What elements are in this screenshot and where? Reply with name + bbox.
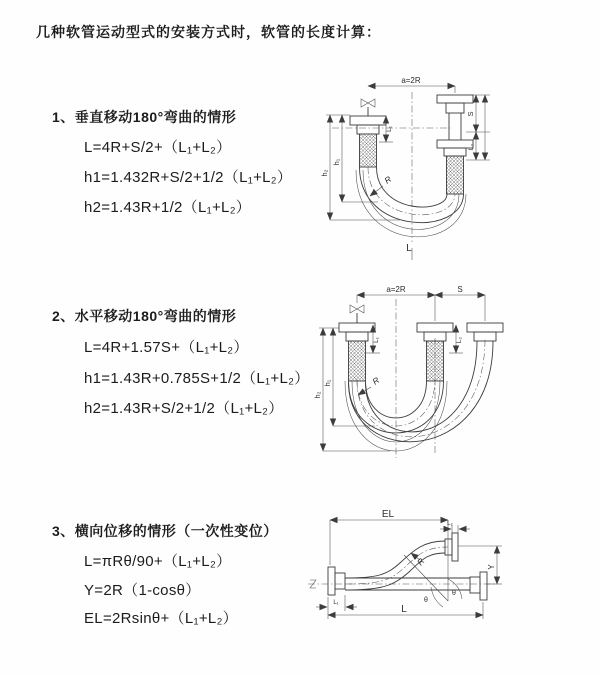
dim-label-l2: L₂ — [456, 336, 463, 344]
dim-label-h1: h₁ — [332, 158, 341, 166]
formula-line: h2=1.43R+1/2（L₁+L₂） — [84, 199, 252, 216]
dim-label-l: L — [406, 243, 412, 254]
dim-label-el: EL — [381, 509, 395, 520]
dim-label-s: S — [466, 111, 475, 117]
diagram-lateral-displacement — [300, 503, 595, 648]
dim-label-h2: h₂ — [313, 391, 322, 399]
left-pipe-fitting — [350, 107, 386, 167]
formula-line: h1=1.43R+0.785S+1/2（L₁+L₂） — [84, 370, 310, 387]
middle-pipe-fitting — [417, 323, 453, 381]
formula-line: EL=2Rsinθ+（L₁+L₂） — [84, 610, 238, 627]
dim-label-r: R — [414, 556, 427, 568]
section-1-heading: 1、垂直移动180°弯曲的情形 — [52, 109, 237, 125]
section-3-heading: 3、横向位移的情形（一次性变位） — [52, 523, 278, 539]
dim-label-l1: L₁ — [386, 126, 393, 132]
section-2-heading: 2、水平移动180°弯曲的情形 — [52, 308, 237, 324]
formula-line: h1=1.432R+S/2+1/2（L₁+L₂） — [84, 169, 293, 186]
formula-line: h2=1.43R+S/2+1/2（L₁+L₂） — [84, 400, 284, 417]
dim-label-l: L — [401, 604, 407, 615]
dim-label-h2: h₂ — [320, 169, 329, 177]
dim-label-r: R — [370, 374, 382, 387]
dim-label-r: R — [382, 173, 394, 186]
dim-label-a2r: a=2R — [401, 76, 421, 85]
dim-label-l2: L₂ — [447, 521, 453, 527]
right-pipe-fitting — [467, 323, 503, 341]
displaced-hose — [345, 533, 458, 590]
diagram-vertical-180-bend — [300, 70, 600, 270]
page-title: 几种软管运动型式的安装方式时，软管的长度计算： — [36, 24, 381, 40]
dim-label-l2: L₂ — [468, 143, 475, 151]
dim-label-a2r: a=2R — [386, 285, 406, 294]
diagram-horizontal-180-bend — [295, 283, 595, 463]
formula-line: L=πRθ/90+（L₁+L₂） — [84, 553, 232, 570]
dim-label-l1: L₁ — [333, 600, 339, 606]
dim-label-l1: L₁ — [373, 337, 380, 343]
dim-label-y: Y — [487, 564, 496, 570]
formula-line: Y=2R（1-cosθ） — [84, 582, 201, 599]
valve-icon — [361, 99, 375, 107]
left-pipe-fitting — [339, 323, 375, 381]
straight-pipe-original — [345, 572, 487, 600]
valve-icon — [350, 305, 364, 323]
dim-label-theta2: θ — [452, 590, 456, 597]
left-flange — [328, 567, 345, 595]
centerlines — [332, 92, 450, 242]
formula-line: L=4R+S/2+（L₁+L₂） — [84, 139, 232, 156]
dimension-lines — [316, 509, 502, 619]
dim-label-s: S — [457, 285, 463, 294]
dim-label-theta1: θ — [424, 597, 428, 604]
formula-line: L=4R+1.57S+（L₁+L₂） — [84, 339, 249, 356]
dim-label-h1: h₁ — [323, 379, 332, 387]
